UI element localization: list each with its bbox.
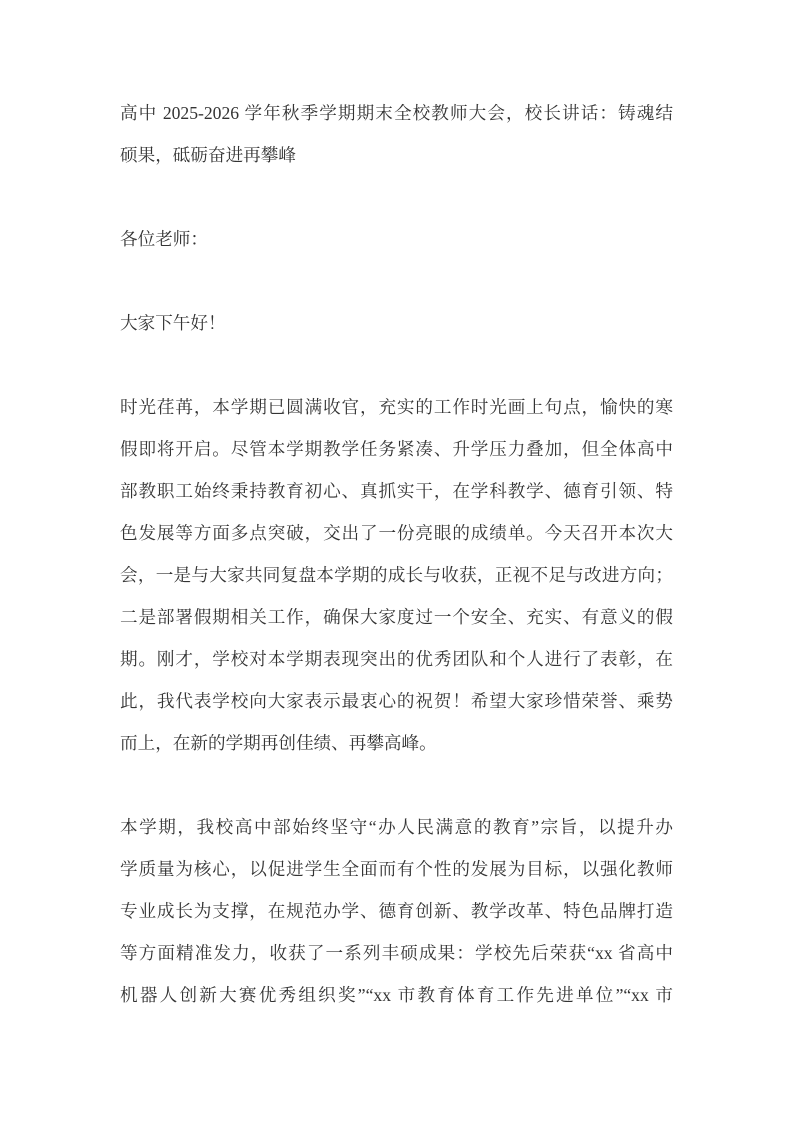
title-line: 硕果，砥砺奋进再攀峰 [120,145,296,165]
greeting-paragraph [120,302,673,344]
body-paragraph-2 [120,806,673,1016]
text-line: 大家下午好！ [120,313,226,333]
text-line: 色发展等方面多点突破，交出了一份亮眼的成绩单。今天召开本次大 [120,523,673,543]
text-line: 各位老师： [120,229,208,249]
text-line: 机器人创新大赛优秀组织奖”“xx 市教育体育工作先进单位”“xx 市 [120,985,673,1005]
text-line: 期。刚才，学校对本学期表现突出的优秀团队和个人进行了表彰，在 [120,649,673,669]
salutation-paragraph [120,218,673,260]
document-title [120,92,673,176]
text-line: 会，一是与大家共同复盘本学期的成长与收获，正视不足与改进方向； [120,565,673,585]
text-line: 假即将开启。尽管本学期教学任务紧凑、升学压力叠加，但全体高中 [120,439,673,459]
text-line: 本学期，我校高中部始终坚守“办人民满意的教育”宗旨，以提升办 [120,817,673,837]
text-line: 二是部署假期相关工作，确保大家度过一个安全、充实、有意义的假 [120,607,673,627]
title-line: 高中 2025-2026 学年秋季学期期末全校教师大会，校长讲话：铸魂结 [120,103,673,123]
text-line: 而上，在新的学期再创佳绩、再攀高峰。 [120,733,437,753]
text-line: 等方面精准发力，收获了一系列丰硕成果：学校先后荣获“xx 省高中 [120,943,673,963]
text-line: 部教职工始终秉持教育初心、真抓实干，在学科教学、德育引领、特 [120,481,673,501]
body-paragraph-1 [120,386,673,764]
text-line: 学质量为核心，以促进学生全面而有个性的发展为目标，以强化教师 [120,859,673,879]
text-line: 此，我代表学校向大家表示最衷心的祝贺！希望大家珍惜荣誉、乘势 [120,691,673,711]
text-line: 专业成长为支撑，在规范办学、德育创新、教学改革、特色品牌打造 [120,901,673,921]
text-line: 时光荏苒，本学期已圆满收官，充实的工作时光画上句点，愉快的寒 [120,397,673,417]
